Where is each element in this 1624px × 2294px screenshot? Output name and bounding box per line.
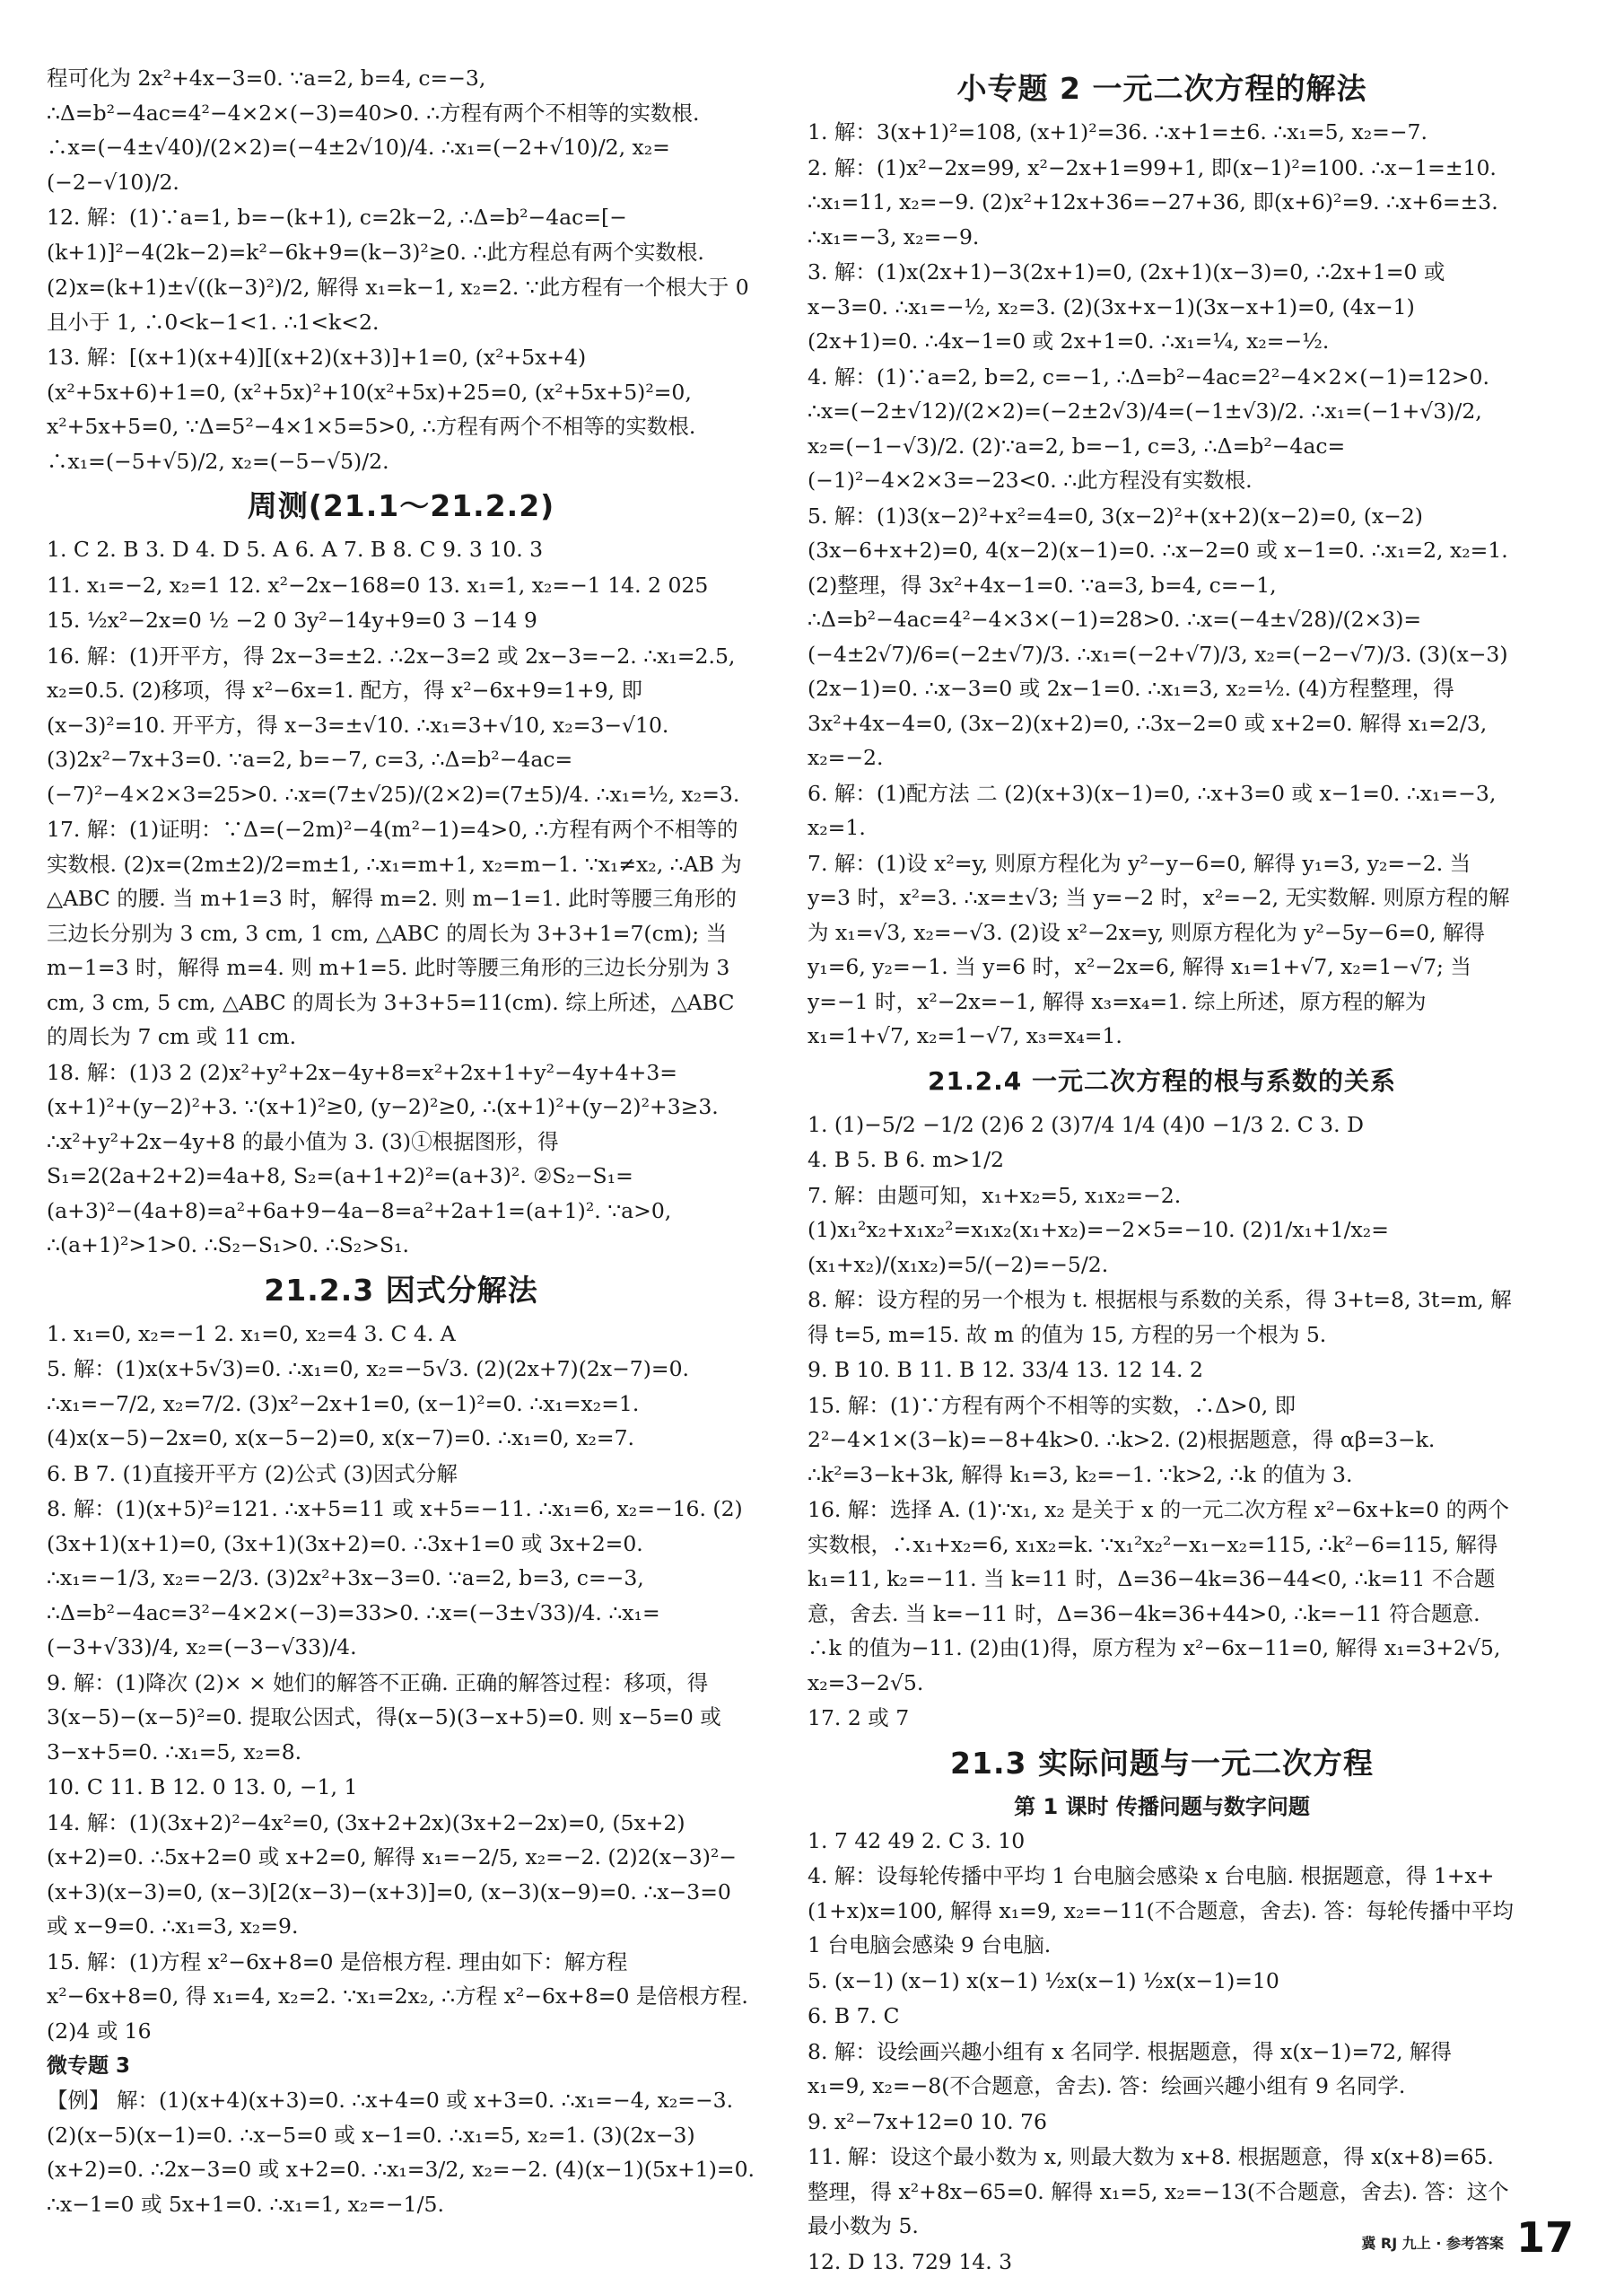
answer-item: 12. 解：(1)∵a=1, b=−(k+1), c=2k−2, ∴Δ=b²−4ac=[−(k+1)]²−4(2k−2)=k²−6k+9=(k−3)²≥0. ∴此方程总有两个实数根. (47, 205, 704, 265)
sub-heading: 微专题 3 (47, 2054, 131, 2078)
page-footer (1361, 2213, 1574, 2262)
answer-item: 3. 解：(1)x(2x+1)−3(2x+1)=0, (2x+1)(x−3)=0, ∴2x+1=0 或 x−3=0. ∴x₁=−½, x₂=3. (2)(3x+x−1)(3x−x+1)=0, (4x−1)(2x+1)=0. ∴4x−1=0 或 2x+1=0. ∴x₁=¼, x₂=−½. (808, 259, 1445, 354)
answer-item: 13. 解：[(x+1)(x+4)][(x+2)(x+3)]+1=0, (x²+5x+4)(x²+5x+6)+1=0, (x²+5x)²+10(x²+5x)+25=0, (x²+5x+5)²=0, x²+5x+5=0, ∵Δ=5²−4×1×5=5>0, ∴方程有两个不相等的实数根. ∴x₁=(−5+√5)/2, x₂=(−5−√5)/2. (47, 345, 696, 474)
lesson-heading: 第 1 课时 传播问题与数字问题 (1014, 1793, 1310, 1819)
answer-item: 【例】 解：(1)(x+4)(x+3)=0. ∴x+4=0 或 x+3=0. ∴x₁=−4, x₂=−3. (2)(x−5)(x−1)=0. ∴x−5=0 或 x−1=0. ∴x₁=5, x₂=1. (3)(2x−3)(x+2)=0. ∴2x−3=0 或 x+2=0. ∴x₁=3/2, x₂=−2. (4)(x−1)(5x+1)=0. ∴x−1=0 或 5x+1=0. ∴x₁=1, x₂=−1/5. (47, 2088, 755, 2217)
answer-item: 17. 2 或 7 (808, 1705, 910, 1730)
answer-item: 5. 解：(1)x(x+5√3)=0. ∴x₁=0, x₂=−5√3. (2)(2x+7)(2x−7)=0. ∴x₁=−7/2, x₂=7/2. (3)x²−2x+1=0, (x−1)²=0. ∴x₁=x₂=1. (4)x(x−5)−2x=0, x(x−5−2)=0, x(x−7)=0. ∴x₁=0, x₂=7. (47, 1356, 690, 1450)
answer-item: 9. B 10. B 11. B 12. 33/4 13. 12 14. 2 (808, 1357, 1203, 1382)
answer-item: 1. C 2. B 3. D 4. D 5. A 6. A 7. B 8. C 9. 3 10. 3 (47, 537, 544, 562)
answer-item: 8. 解：设方程的另一个根为 t. 根据根与系数的关系，得 3+t=8, 3t=m, 解得 t=5, m=15. 故 m 的值为 15, 方程的另一个根为 5. (808, 1287, 1512, 1347)
answer-item: 4. 解：设每轮传播中平均 1 台电脑会感染 x 台电脑. 根据题意，得 1+x+(1+x)x=100, 解得 x₁=9, x₂=−11(不合题意，舍去). 答：每轮传播中平均 1 台电脑会感染 9 台电脑. (808, 1863, 1514, 1957)
page-number: 17 (1515, 2213, 1574, 2262)
answer-item: 15. 解：(1)∵方程有两个不相等的实数，∴Δ>0, 即 2²−4×1×(3−k)=−8+4k>0. ∴k>2. (2)根据题意，得 αβ=3−k. ∴k²=3−k+3k, 解得 k₁=3, k₂=−1. ∵k>2, ∴k 的值为 3. (808, 1392, 1436, 1487)
answer-item: 5. 解：(1)3(x−2)²+x²=4=0, 3(x−2)²+(x+2)(x−2)=0, (x−2)(3x−6+x+2)=0, 4(x−2)(x−1)=0. ∴x−2=0 或 x−1=0. ∴x₁=2, x₂=1. (2)整理，得 3x²+4x−1=0. ∵a=3, b=4, c=−1, ∴Δ=b²−4ac=4²−4×3×(−1)=28>0. ∴x=(−4±√28)/(2×3)=(−4±2√7)/6=(−2±√7)/3. ∴x₁=(−2+√7)/3, x₂=(−2−√7)/3. (3)(x−3)(2x−1)=0. ∴x−3=0 或 2x−1=0. ∴x₁=3, x₂=½. (4)方程整理，得 3x²+4x−4=0, (3x−2)(x+2)=0, ∴3x−2=0 或 x+2=0. 解得 x₁=2/3, x₂=−2. (808, 503, 1508, 770)
section-heading: 周测(21.1～21.2.2) (247, 488, 555, 523)
left-column (47, 61, 755, 2215)
answer-item: 7. 解：由题可知，x₁+x₂=5, x₁x₂=−2. (1)x₁²x₂+x₁x₂²=x₁x₂(x₁+x₂)=−2×5=−10. (2)1/x₁+1/x₂=(x₁+x₂)/(x₁x₂)=5/(−2)=−5/2. (808, 1182, 1389, 1277)
answer-item: 6. B 7. (1)直接开平方 (2)公式 (3)因式分解 (47, 1460, 458, 1486)
answer-item: 程可化为 2x²+4x−3=0. ∵a=2, b=4, c=−3, ∴Δ=b²−4ac=4²−4×2×(−3)=40>0. ∴方程有两个不相等的实数根. ∴x=(−4±√40)/(2×2)=(−4±2√10)/4. ∴x₁=(−2+√10)/2, x₂=(−2−√10)/2. (47, 66, 700, 195)
answer-item: 7. 解：(1)设 x²=y, 则原方程化为 y²−y−6=0, 解得 y₁=3, y₂=−2. 当 y=3 时，x²=3. ∴x=±√3; 当 y=−2 时，x²=−2, 无实数解. 则原方程的解为 x₁=√3, x₂=−√3. (2)设 x²−2x=y, 则原方程化为 y²−5y−6=0, 解得 y₁=6, y₂=−1. 当 y=6 时，x²−2x=6, 解得 x₁=1+√7, x₂=1−√7; 当 y=−1 时，x²−2x=−1, 解得 x₃=x₄=1. 综上所述，原方程的解为 x₁=1+√7, x₂=1−√7, x₃=x₄=1. (808, 850, 1510, 1048)
section-heading: 21.2.3 因式分解法 (264, 1272, 538, 1308)
section-heading: 21.3 实际问题与一元二次方程 (950, 1745, 1374, 1781)
answer-item: 9. x²−7x+12=0 10. 76 (808, 2108, 1047, 2134)
answer-item: 12. D 13. 729 14. 3 (808, 2248, 1013, 2274)
answer-item: 11. 解：设这个最小数为 x, 则最大数为 x+8. 根据题意，得 x(x+8)=65. 整理，得 x²+8x−65=0. 解得 x₁=5, x₂=−13(不合题意，舍去). 答：这个最小数为 5. (808, 2144, 1509, 2238)
answer-item: 5. (x−1) (x−1) x(x−1) ½x(x−1) ½x(x−1)=10 (808, 1967, 1279, 1993)
answer-item: 2. 解：(1)x²−2x=99, x²−2x+1=99+1, 即(x−1)²=100. ∴x−1=±10. ∴x₁=11, x₂=−9. (2)x²+12x+36=−27+36, 即(x+6)²=9. ∴x+6=±3. ∴x₁=−3, x₂=−9. (808, 154, 1498, 250)
answer-item: 14. 解：(1)(3x+2)²−4x²=0, (3x+2+2x)(3x+2−2x)=0, (5x+2)(x+2)=0. ∴5x+2=0 或 x+2=0, 解得 x₁=−2/5, x₂=−2. (2)2(x−3)²−(x+3)(x−3)=0, (x−3)[2(x−3)−(x+3)]=0, (x−3)(x−9)=0. ∴x−3=0 或 x−9=0. ∴x₁=3, x₂=9. (47, 1809, 737, 1939)
answer-item: 8. 解：设绘画兴趣小组有 x 名同学. 根据题意，得 x(x−1)=72, 解得 x₁=9, x₂=−8(不合题意，舍去). 答：绘画兴趣小组有 9 名同学. (808, 2038, 1453, 2098)
answer-item: 11. x₁=−2, x₂=1 12. x²−2x−168=0 13. x₁=1, x₂=−1 14. 2 025 (47, 572, 709, 598)
answer-item: (2)x=(k+1)±√((k−3)²)/2, 解得 x₁=k−1, x₂=2. ∵此方程有一个根大于 0 且小于 1, ∴0<k−1<1. ∴1<k<2. (47, 275, 749, 335)
answer-item: 16. 解：(1)开平方，得 2x−3=±2. ∴2x−3=2 或 2x−3=−2. ∴x₁=2.5, x₂=0.5. (2)移项，得 x²−6x=1. 配方，得 x²−6x+9=1+9, 即(x−3)²=10. 开平方，得 x−3=±√10. ∴x₁=3+√10, x₂=3−√10. (3)2x²−7x+3=0. ∵a=2, b=−7, c=3, ∴Δ=b²−4ac=(−7)²−4×2×3=25>0. ∴x=(7±√25)/(2×2)=(7±5)/4. ∴x₁=½, x₂=3. (47, 643, 740, 807)
section-heading: 小专题 2 一元二次方程的解法 (956, 71, 1367, 106)
answer-item: 10. C 11. B 12. 0 13. 0, −1, 1 (47, 1774, 358, 1799)
answer-item: 4. 解：(1)∵a=2, b=2, c=−1, ∴Δ=b²−4ac=2²−4×2×(−1)=12>0. ∴x=(−2±√12)/(2×2)=(−2±2√3)/4=(−1±√3)/2. ∴x₁=(−1+√3)/2, x₂=(−1−√3)/2. (2)∵a=2, b=−1, c=3, ∴Δ=b²−4ac=(−1)²−4×2×3=−23<0. ∴此方程没有实数根. (808, 363, 1489, 493)
answer-item: 1. x₁=0, x₂=−1 2. x₁=0, x₂=4 3. C 4. A (47, 1320, 456, 1346)
answer-item: 6. 解：(1)配方法 二 (2)(x+3)(x−1)=0, ∴x+3=0 或 x−1=0. ∴x₁=−3, x₂=1. (808, 780, 1497, 840)
answer-item: 1. 解：3(x+1)²=108, (x+1)²=36. ∴x+1=±6. ∴x₁=5, x₂=−7. (808, 119, 1428, 144)
answer-item: 4. B 5. B 6. m>1/2 (808, 1147, 1004, 1172)
answer-item: 8. 解：(1)(x+5)²=121. ∴x+5=11 或 x+5=−11. ∴x₁=6, x₂=−16. (2)(3x+1)(x+1)=0, (3x+1)(3x+2)=0. ∴3x+1=0 或 3x+2=0. ∴x₁=−1/3, x₂=−2/3. (3)2x²+3x−3=0. ∵a=2, b=3, c=−3, ∴Δ=b²−4ac=3²−4×2×(−3)=33>0. ∴x=(−3±√33)/4. ∴x₁=(−3+√33)/4, x₂=(−3−√33)/4. (47, 1496, 743, 1659)
answer-item: 1. (1)−5/2 −1/2 (2)6 2 (3)7/4 1/4 (4)0 −1/3 2. C 3. D (808, 1111, 1364, 1137)
answer-item: 15. 解：(1)方程 x²−6x+8=0 是倍根方程. 理由如下：解方程 x²−6x+8=0, 得 x₁=4, x₂=2. ∵x₁=2x₂, ∴方程 x²−6x+8=0 是倍根方程. (2)4 或 16 (47, 1948, 748, 2044)
book-tag: 冀 RJ 九上 · 参考答案 (1361, 2235, 1504, 2252)
answer-item: 17. 解：(1)证明：∵Δ=(−2m)²−4(m²−1)=4>0, ∴方程有两个不相等的实数根. (2)x=(2m±2)/2=m±1, ∴x₁=m+1, x₂=m−1. ∵x₁≠x₂, ∴AB 为△ABC 的腰. 当 m+1=3 时，解得 m=2. 则 m−1=1. 此时等腰三角形的三边长分别为 3 cm, 3 cm, 1 cm, △ABC 的周长为 3+3+1=7(cm); 当 m−1=3 时，解得 m=4. 则 m+1=5. 此时等腰三角形的三边长分别为 3 cm, 3 cm, 5 cm, △ABC 的周长为 3+3+5=11(cm). 综上所述，△ABC 的周长为 7 cm 或 11 cm. (47, 817, 742, 1049)
answer-item: 6. B 7. C (808, 2003, 900, 2028)
answer-item: 1. 7 42 49 2. C 3. 10 (808, 1827, 1026, 1853)
answer-item: 18. 解：(1)3 2 (2)x²+y²+2x−4y+8=x²+2x+1+y²−4y+4+3=(x+1)²+(y−2)²+3. ∵(x+1)²≥0, (y−2)²≥0, ∴(x+1)²+(y−2)²+3≥3. ∴x²+y²+2x−4y+8 的最小值为 3. (3)①根据图形，得 S₁=2(2a+2+2)=4a+8, S₂=(a+1+2)²=(a+3)². ②S₂−S₁=(a+3)²−(4a+8)=a²+6a+9−4a−8=a²+2a+1=(a+1)². ∵a>0, ∴(a+1)²>1>0. ∴S₂−S₁>0. ∴S₂>S₁. (47, 1059, 719, 1257)
answer-item: 16. 解：选择 A. (1)∵x₁, x₂ 是关于 x 的一元二次方程 x²−6x+k=0 的两个实数根，∴x₁+x₂=6, x₁x₂=k. ∵x₁²x₂²−x₁−x₂=115, ∴k²−6=115, 解得 k₁=11, k₂=−11. 当 k=11 时，Δ=36−4k=36−44<0, ∴k=11 不合题意，舍去. 当 k=−11 时，Δ=36−4k=36+44>0, ∴k=−11 符合题意. ∴k 的值为−11. (2)由(1)得，原方程为 x²−6x−11=0, 解得 x₁=3+2√5, x₂=3−2√5. (808, 1497, 1509, 1695)
section-heading: 21.2.4 一元二次方程的根与系数的关系 (928, 1065, 1396, 1096)
answer-item: 15. ½x²−2x=0 ½ −2 0 3y²−14y+9=0 3 −14 9 (47, 608, 537, 633)
answer-item: 9. 解：(1)降次 (2)× × 她们的解答不正确. 正确的解答过程：移项，得 3(x−5)−(x−5)²=0. 提取公因式，得(x−5)(3−x+5)=0. 则 x−5=0 或 3−x+5=0. ∴x₁=5, x₂=8. (47, 1669, 721, 1764)
